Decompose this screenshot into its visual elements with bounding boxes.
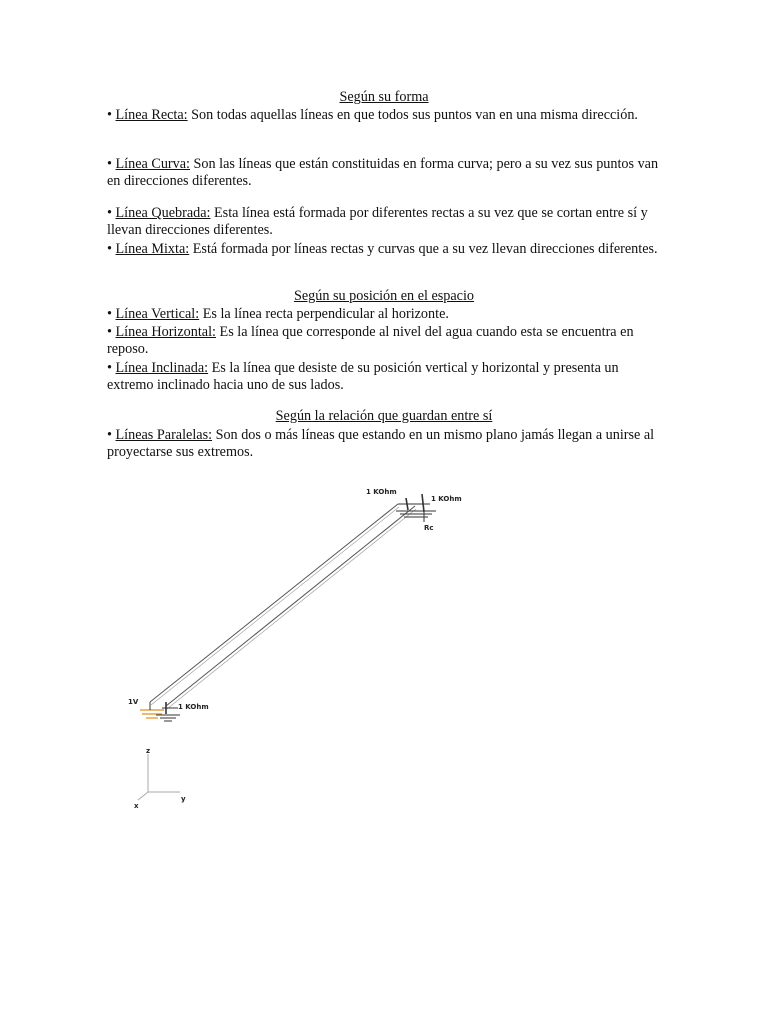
bullet: •: [107, 324, 112, 340]
definition-lineas-paralelas: Son dos o más líneas que estando en un mismo plano jamás llegan a unirse al proyectarse sus extremos.: [107, 427, 655, 461]
term-linea-vertical: Línea Vertical:: [115, 306, 200, 322]
parallel-line-lower-inner: [167, 509, 416, 709]
label-source: 1V: [128, 698, 139, 706]
section-heading-forma: Según su forma: [339, 89, 429, 105]
item-linea-vertical: [107, 306, 667, 323]
top-termination: [396, 494, 436, 522]
bullet: •: [107, 107, 112, 123]
label-top-left: 1 KOhm: [366, 488, 397, 496]
term-linea-quebrada: Línea Quebrada:: [115, 205, 211, 221]
term-linea-curva: Línea Curva:: [115, 156, 190, 172]
label-top-right: 1 KOhm: [431, 495, 462, 503]
parallel-lines-figure: [100, 470, 550, 820]
item-linea-horizontal: [107, 324, 667, 359]
term-linea-horizontal: Línea Horizontal:: [115, 324, 216, 340]
label-rc: Rc: [424, 524, 434, 532]
bullet: •: [107, 205, 112, 221]
section-heading-relacion: Según la relación que guardan entre sí: [275, 408, 493, 424]
term-linea-recta: Línea Recta:: [115, 107, 188, 123]
item-linea-mixta: [107, 241, 667, 258]
axis-z-label: z: [146, 747, 151, 755]
definition-linea-horizontal: Es la línea que corresponde al nivel del agua cuando esta se encuentra en reposo.: [107, 324, 634, 358]
bullet: •: [107, 306, 112, 322]
term-lineas-paralelas: Líneas Paralelas:: [115, 427, 213, 443]
definition-linea-curva: Son las líneas que están constituidas en forma curva; pero a su vez sus puntos van en direcciones diferentes.: [107, 156, 659, 190]
definition-linea-recta: Son todas aquellas líneas en que todos sus puntos van en una misma dirección.: [187, 107, 638, 123]
parallel-line-lower: [166, 506, 415, 706]
section-heading-posicion: Según su posición en el espacio: [293, 288, 475, 304]
bottom-termination: [140, 702, 180, 721]
axis-x-label: x: [134, 802, 139, 810]
axis-y-label: y: [181, 795, 186, 803]
axis-triad: [138, 754, 180, 800]
item-linea-curva: [107, 156, 667, 191]
definition-linea-vertical: Es la línea recta perpendicular al horizonte.: [199, 306, 449, 322]
item-linea-quebrada: [107, 205, 667, 240]
bullet: •: [107, 241, 112, 257]
bullet: •: [107, 156, 112, 172]
item-lineas-paralelas: [107, 427, 667, 462]
bullet: •: [107, 360, 112, 376]
term-linea-inclinada: Línea Inclinada:: [115, 360, 209, 376]
definition-linea-inclinada: Es la línea que desiste de su posición vertical y horizontal y presenta un extremo inclinado hacia uno de sus lados.: [107, 360, 619, 394]
definition-linea-quebrada: Esta línea está formada por diferentes rectas a su vez que se cortan entre sí y llevan direcciones diferentes.: [107, 205, 648, 239]
bullet: •: [107, 427, 112, 443]
parallel-line-upper: [150, 504, 398, 702]
label-bottom: 1 KOhm: [178, 703, 209, 711]
definition-linea-mixta: Está formada por líneas rectas y curvas que a su vez llevan direcciones diferentes.: [189, 241, 658, 257]
item-linea-recta: [107, 107, 667, 124]
item-linea-inclinada: [107, 360, 667, 395]
parallel-line-upper-inner: [151, 507, 399, 705]
term-linea-mixta: Línea Mixta:: [115, 241, 190, 257]
